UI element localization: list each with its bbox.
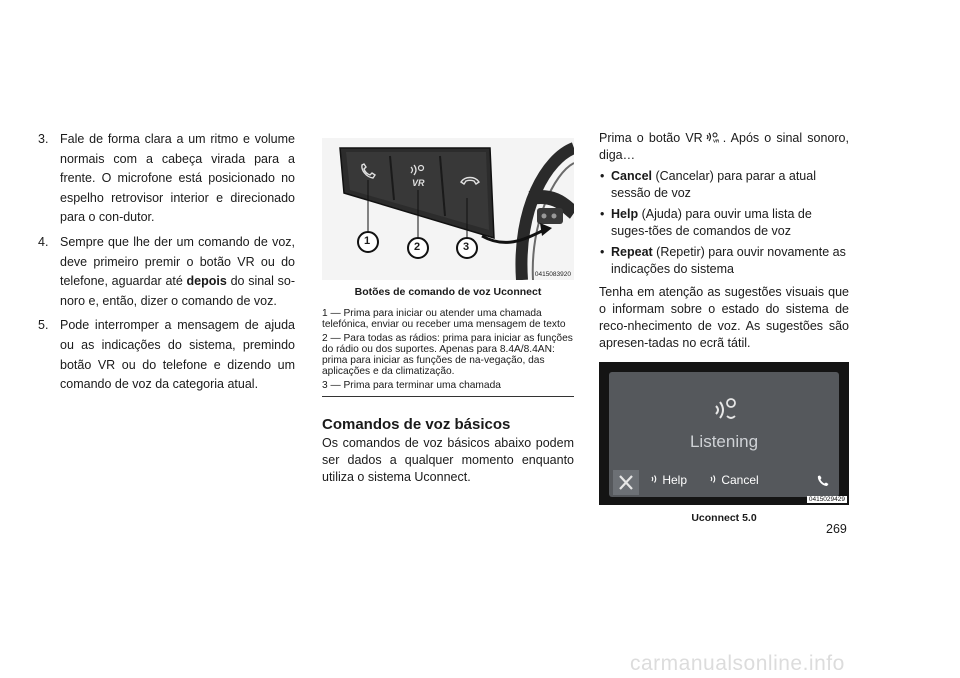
voice-buttons-figure [322,138,574,280]
bullet-dot: • [600,207,605,221]
steering-wheel-illustration [322,138,574,280]
intro-text-after: . Após o sinal sonoro, diga… [599,131,849,162]
listening-label: Listening [689,432,759,451]
callout-3: 3 [463,241,470,253]
section-divider [322,396,574,397]
phone-icon [358,162,378,182]
watermark: carmanualsonline.info [630,652,845,675]
step-number: 5. [38,318,49,333]
legend-item-1: 1 — Prima para iniciar ou atender uma chamada telefónica, enviar ou receber uma mensagem de texto [322,308,566,330]
legend-item-2: 2 — Para todas as rádios: prima para iniciar as funções do rádio ou dos suportes. Apenas para 8.4A/8.4AN: prima para iniciar as funções de na-vegação, das aplicações e da climatização. [322,333,573,377]
visual-cues-paragraph: Tenha em atenção as sugestões visuais que o informam sobre o estado do sistema de reco-nhecimento de voz. As sugestões são apresen-tadas no ecrã tátil. [599,285,849,350]
svg-text:VR: VR [712,138,719,143]
hang-up-icon [459,173,481,187]
phone-icon[interactable] [816,474,830,488]
bullet-desc: (Repetir) para ouvir novamente as indicações do sistema [611,245,846,276]
close-button[interactable] [613,470,639,495]
voice-small-icon [650,474,659,484]
step-3 [38,130,295,228]
right-column [599,130,849,534]
cancel-option-label: Cancel [721,473,759,487]
step-text-after: do sinal so-noro e, então, dizer o comando de voz. [60,274,295,308]
figure-caption: Botões de comando de voz Uconnect [354,286,542,298]
bullet-cancel [599,168,849,202]
uconnect-screen-figure [599,362,849,505]
step-number: 3. [38,132,49,146]
bullet-term: Repeat [611,245,653,259]
voice-small-icon [709,474,718,484]
step-5 [38,316,295,394]
bullet-dot: • [600,245,605,259]
figure-code: 0415029429 [808,496,845,503]
section-text: Os comandos de voz básicos abaixo podem ser dados a qualquer momento enquanto utiliza o sistema Uconnect. [322,436,574,484]
vr-button-label: VR [412,178,425,188]
bullet-repeat [599,244,849,278]
bullet-term: Help [611,207,639,221]
step-number: 4. [38,234,49,249]
bullet-help [599,206,849,240]
intro-text-before: Prima o botão VR [599,131,703,145]
callout-2: 2 [414,241,421,253]
bullet-term: Cancel [611,169,652,183]
bullet-desc: (Ajuda) para ouvir uma lista de suges-tões de comandos de voz [611,207,812,238]
step-text-before: Sempre que lhe der um comando de voz, deve primeiro premir o botão VR ou do telefone, aguardar até [60,234,295,289]
page-number: 269 [826,522,847,536]
vr-icon [705,131,721,143]
voice-listening-icon [711,394,739,424]
help-option-label: Help [662,473,688,487]
intro-paragraph [599,130,849,164]
help-option[interactable] [650,473,687,487]
section-title: Comandos de voz básicos [322,416,511,433]
step-text: Fale de forma clara a um ritmo e volume normais com a cabeça virada para a frente. O microfone está posicionado no espelho retrovisor interior e direcionado para o con-dutor. [60,132,295,225]
close-icon [613,470,639,495]
cancel-option[interactable] [709,473,759,487]
figure-caption: Uconnect 5.0 [691,512,757,524]
step-text: Pode interromper a mensagem de ajuda ou as indicações do sistema, premindo botão VR ou do telefone e dizendo um comando de voz da categoria atual. [60,318,295,392]
legend-item-3: 3 — Prima para terminar uma chamada [322,380,501,391]
voice-recognition-icon [408,162,428,178]
callout-1: 1 [364,235,371,247]
listening-screen [609,372,839,497]
step-text-bold: depois [186,274,227,289]
figure-code: 0415083920 [534,271,571,278]
bullet-desc: (Cancelar) para parar a atual sessão de voz [611,169,816,200]
step-4 [38,233,295,311]
left-column [38,130,295,400]
middle-column [322,130,574,492]
bullet-dot: • [600,169,605,183]
